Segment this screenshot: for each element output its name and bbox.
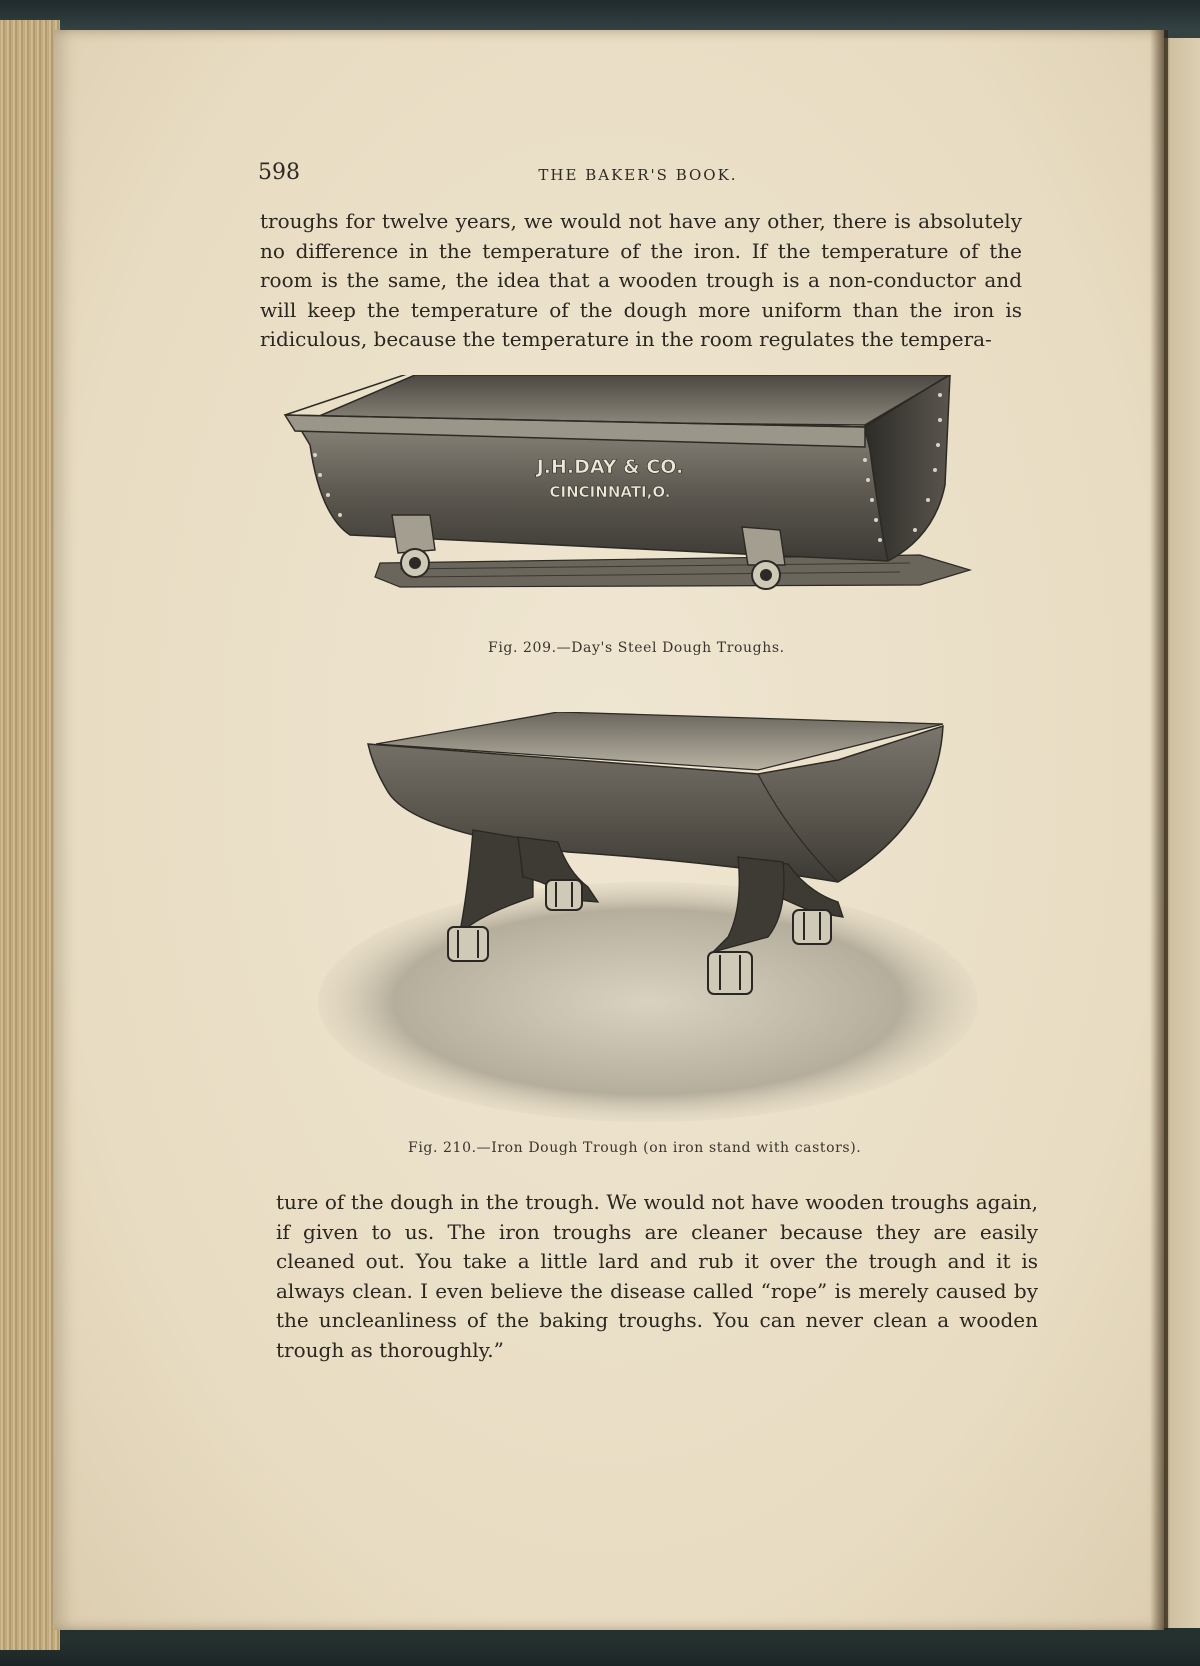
figure-steel-dough-trough [280,375,985,625]
running-title: THE BAKER'S BOOK. [538,166,738,184]
figure-iron-dough-trough [318,712,983,1122]
paragraph-top [260,207,1022,355]
steel-trough-illustration [280,375,985,625]
page-gutter-shadow [1150,30,1168,1630]
paragraph-text: ture of the dough in the trough. We would not have wooden troughs again, if given to us. The iron troughs are cleaner because they are easily cleaned out. You take a little lard and rub it over the trough and it is always clean. I even believe the disease called “rope” is merely caused by the uncleanliness of the baking troughs. You can never clean a wooden trough as thoroughly.” [276,1190,1038,1362]
facing-page-edge [1164,38,1200,1628]
paragraph-text: troughs for twelve years, we would not have any other, there is absolutely no difference in the temperature of the iron. If the temperature of the room is the same, the idea that a wooden trough is a non-conductor and will keep the temperature of the dough more uniform than the iron is ridiculous, because the temperature in the room regulates the tempera- [260,209,1022,351]
figure-caption-209: Fig. 209.—Day's Steel Dough Troughs. [488,640,785,656]
page-stack-edge [0,20,60,1650]
floor-shadow [318,882,978,1122]
iron-trough-illustration [318,712,983,1122]
page-number: 598 [258,160,300,185]
maker-name: J.H.DAY & CO. [536,456,684,478]
page-header [258,160,1018,190]
maker-city: CINCINNATI,O. [549,483,671,501]
paragraph-bottom [276,1188,1038,1365]
figure-caption-210: Fig. 210.—Iron Dough Trough (on iron stand with castors). [408,1140,862,1156]
